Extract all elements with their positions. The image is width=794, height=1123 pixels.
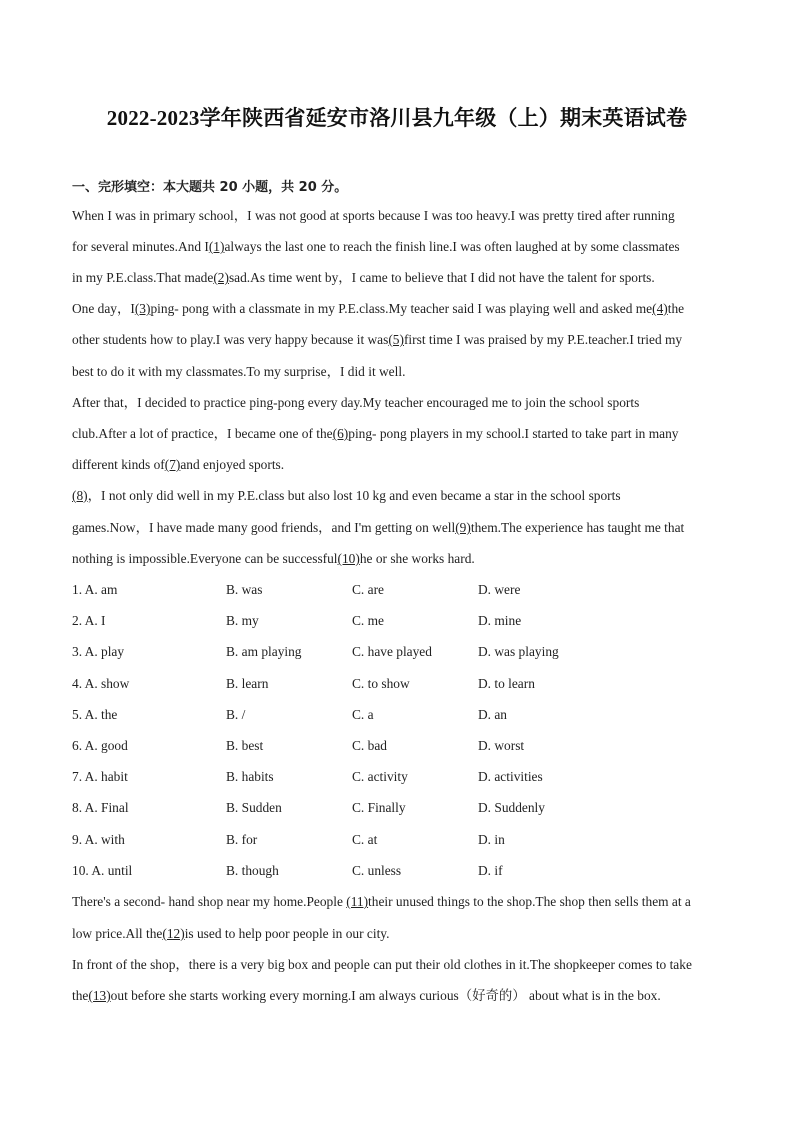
passage-line: different kinds of(7)and enjoyed sports. <box>72 457 285 472</box>
option-choice: D. worst <box>478 738 525 753</box>
passage-line: best to do it with my classmates.To my surprise，I did it well. <box>72 364 406 379</box>
option-choice: C. unless <box>352 863 402 878</box>
option-choice: C. have played <box>352 644 432 659</box>
passage-line: for several minutes.And I(1)always the last one to reach the finish line.I was often laughed at by some classmates <box>72 239 680 254</box>
option-choice: 9. A. with <box>72 832 125 847</box>
passage-line: low price.All the(12)is used to help poor people in our city. <box>72 926 390 941</box>
option-choice: 3. A. play <box>72 644 125 659</box>
option-choice: D. an <box>478 707 508 722</box>
passage-line: games.Now，I have made many good friends，and I'm getting on well(9)them.The experience has taught me that <box>72 520 685 535</box>
blank-5: (5) <box>388 332 404 347</box>
option-choice: 7. A. habit <box>72 769 128 784</box>
passage-line: After that，I decided to practice ping-pong every day.My teacher encouraged me to join the school sports <box>72 395 640 410</box>
option-choice: B. was <box>226 582 263 597</box>
option-choice: 2. A. I <box>72 613 106 628</box>
blank-1: (1) <box>208 239 225 254</box>
option-choice: B. best <box>226 738 264 753</box>
blank-11: (11) <box>346 894 369 909</box>
option-choice: C. activity <box>352 769 408 784</box>
option-choice: D. mine <box>478 613 522 628</box>
option-choice: B. Sudden <box>226 800 282 815</box>
option-choice: 1. A. am <box>72 582 118 597</box>
option-choice: D. in <box>478 832 505 847</box>
option-choice: B. my <box>226 613 259 628</box>
section-heading: 一、完形填空：本大题共 20 小题，共 20 分。 <box>72 180 348 195</box>
passage-line: There's a second- hand shop near my home.People (11)their unused things to the shop.The shop then sells them at a <box>72 894 691 909</box>
option-choice: D. to learn <box>478 676 535 691</box>
passage-line: One day，I(3)ping- pong with a classmate in my P.E.class.My teacher said I was playing well and asked me(4)the <box>72 301 685 316</box>
passage-line: the(13)out before she starts working every morning.I am always curious（好奇的） about what is in the box. <box>72 988 661 1003</box>
blank-3: (3) <box>134 301 151 316</box>
passage-line: When I was in primary school，I was not good at sports because I was too heavy.I was pretty tired after running <box>72 208 675 223</box>
option-choice: B. learn <box>226 676 269 691</box>
option-choice: 8. A. Final <box>72 800 129 815</box>
option-choice: D. was playing <box>478 644 559 659</box>
option-choice: B. am playing <box>226 644 302 659</box>
option-choice: C. to show <box>352 676 410 691</box>
option-choice: C. a <box>352 707 374 722</box>
blank-2: (2) <box>213 270 229 285</box>
passage-line: nothing is impossible.Everyone can be successful(10)he or she works hard. <box>72 551 475 566</box>
option-choice: 5. A. the <box>72 707 118 722</box>
option-choice: D. Suddenly <box>478 800 545 815</box>
option-choice: C. bad <box>352 738 387 753</box>
option-choice: C. me <box>352 613 384 628</box>
option-choice: C. at <box>352 832 378 847</box>
option-choice: B. / <box>226 707 246 722</box>
passage-line: In front of the shop，there is a very big box and people can put their old clothes in it.The shopkeeper comes to take <box>72 957 692 972</box>
blank-12: (12) <box>162 926 185 941</box>
option-choice: B. though <box>226 863 279 878</box>
page-title: 2022-2023学年陕西省延安市洛川县九年级（上）期末英语试卷 <box>106 106 688 130</box>
option-choice: C. Finally <box>352 800 406 815</box>
blank-4: (4) <box>652 301 668 316</box>
option-choice: 6. A. good <box>72 738 128 753</box>
passage-line: club.After a lot of practice，I became one of the(6)ping- pong players in my school.I started to take part in many <box>72 426 679 441</box>
option-choice: C. are <box>352 582 384 597</box>
option-choice: 10. A. until <box>72 863 133 878</box>
passage-line: in my P.E.class.That made(2)sad.As time went by，I came to believe that I did not have the talent for sports. <box>72 270 655 285</box>
blank-13: (13) <box>88 988 111 1003</box>
blank-7: (7) <box>164 457 181 472</box>
option-choice: 4. A. show <box>72 676 130 691</box>
option-choice: D. activities <box>478 769 543 784</box>
blank-10: (10) <box>337 551 360 566</box>
option-choice: B. habits <box>226 769 274 784</box>
passage-line: (8)，I not only did well in my P.E.class but also lost 10 kg and even became a star in the school sports <box>72 488 621 503</box>
passage-line: other students how to play.I was very happy because it was(5)first time I was praised by my P.E.teacher.I tried my <box>72 332 683 347</box>
blank-9: (9) <box>455 520 471 535</box>
option-choice: D. if <box>478 863 503 878</box>
option-choice: B. for <box>226 832 258 847</box>
option-choice: D. were <box>478 582 521 597</box>
blank-6: (6) <box>332 426 349 441</box>
blank-8: (8) <box>72 488 88 503</box>
